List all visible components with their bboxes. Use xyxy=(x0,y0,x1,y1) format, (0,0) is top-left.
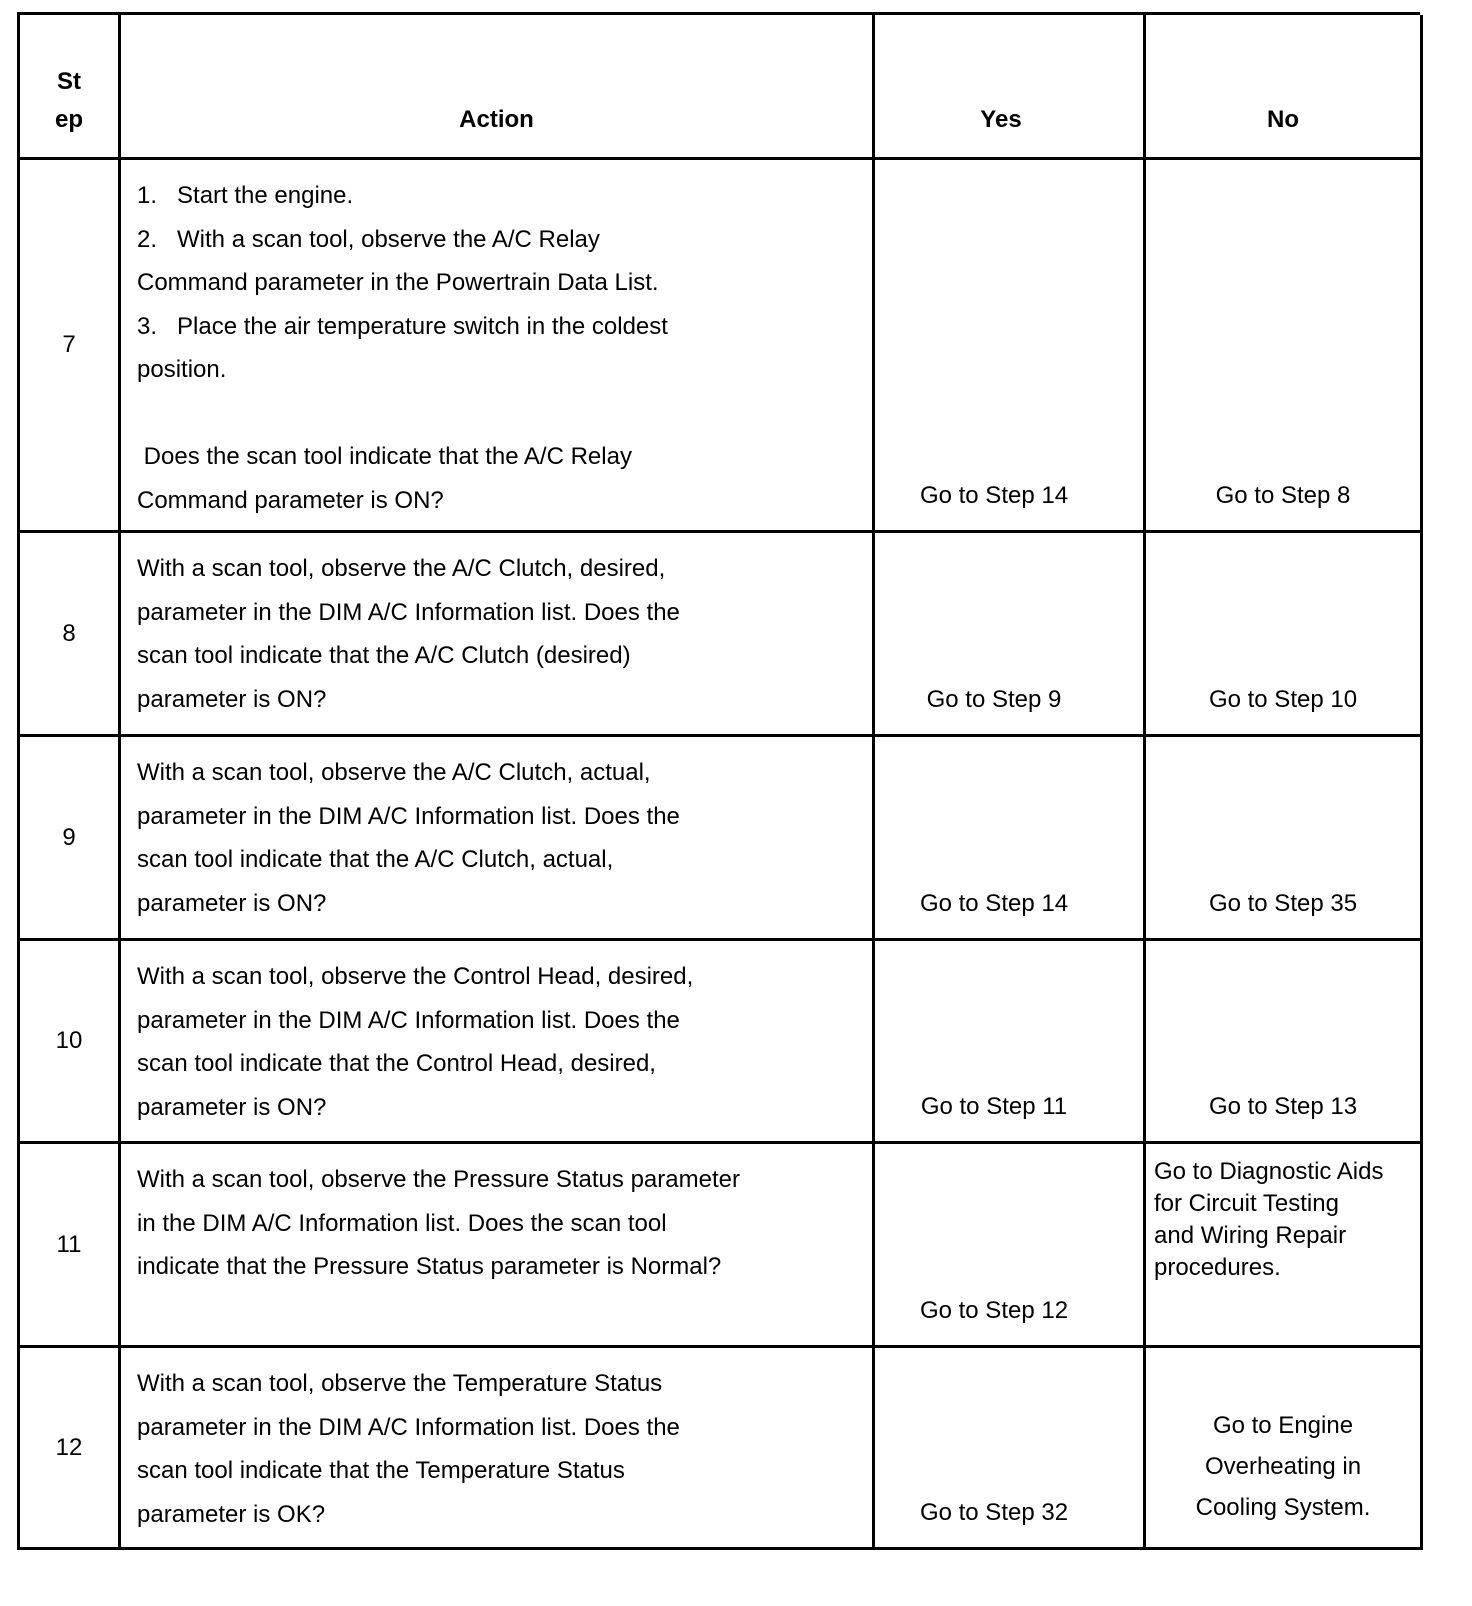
yes-cell xyxy=(875,1348,1146,1550)
no-result-line: Go to Step 10 xyxy=(1208,685,1358,713)
action-text-line: 3. Place the air temperature switch in the coldest xyxy=(137,312,668,340)
header-yes xyxy=(875,15,1146,160)
header-action-label: Action xyxy=(459,106,534,133)
header-no xyxy=(1146,15,1423,160)
no-result-line: Go to Step 35 xyxy=(1208,889,1358,917)
no-result-line: Overheating in xyxy=(1204,1453,1362,1480)
action-text-line: parameter is ON? xyxy=(137,1093,327,1121)
header-no-label: No xyxy=(1267,106,1299,133)
step-cell xyxy=(20,737,121,941)
action-text-line: Does the scan tool indicate that the A/C Relay xyxy=(137,443,632,470)
action-text-line: Command parameter in the Powertrain Data List. xyxy=(137,269,659,296)
no-cell xyxy=(1146,160,1423,533)
action-text-line: With a scan tool, observe the Temperature Status xyxy=(137,1370,663,1397)
step-number: 12 xyxy=(55,1433,83,1461)
action-text-line: parameter in the DIM A/C Information list. Does the xyxy=(137,802,680,830)
action-cell xyxy=(121,1348,875,1550)
no-cell xyxy=(1146,737,1423,941)
yes-result: Go to Step 11 xyxy=(920,1092,1068,1120)
no-cell xyxy=(1146,1144,1423,1348)
action-cell xyxy=(121,941,875,1144)
yes-cell xyxy=(875,533,1146,737)
action-text-line: indicate that the Pressure Status parameter is Normal? xyxy=(137,1253,722,1280)
no-cell xyxy=(1146,1348,1423,1550)
no-result-line: for Circuit Testing xyxy=(1154,1190,1339,1217)
step-number: 8 xyxy=(62,619,76,647)
header-step-line: ep xyxy=(54,106,83,133)
action-text-line: parameter in the DIM A/C Information list. Does the xyxy=(137,1413,680,1441)
action-cell xyxy=(121,533,875,737)
action-text-line: parameter is ON? xyxy=(137,685,327,713)
no-cell xyxy=(1146,941,1423,1144)
no-result-line: procedures. xyxy=(1154,1254,1281,1281)
yes-cell xyxy=(875,737,1146,941)
step-cell xyxy=(20,1144,121,1348)
no-cell xyxy=(1146,533,1423,737)
action-text-line: scan tool indicate that the Control Head, desired, xyxy=(137,1050,656,1077)
action-text-line: Command parameter is ON? xyxy=(137,486,444,514)
yes-result: Go to Step 14 xyxy=(919,889,1069,917)
step-number: 11 xyxy=(56,1230,82,1258)
no-result-line: Go to Engine xyxy=(1212,1412,1354,1439)
step-number: 9 xyxy=(62,823,76,851)
action-cell xyxy=(121,1144,875,1348)
step-cell xyxy=(20,1348,121,1550)
action-text-line: With a scan tool, observe the Pressure Status parameter xyxy=(137,1166,740,1193)
step-cell xyxy=(20,533,121,737)
diagnostic-table xyxy=(17,12,1420,1550)
action-text-line: parameter in the DIM A/C Information list. Does the xyxy=(137,1006,680,1034)
header-step xyxy=(20,15,121,160)
action-text-line xyxy=(137,392,872,436)
action-text-line: With a scan tool, observe the A/C Clutch, actual, xyxy=(137,759,651,786)
yes-result: Go to Step 12 xyxy=(919,1296,1069,1324)
step-cell xyxy=(20,941,121,1144)
header-yes-label: Yes xyxy=(980,106,1022,133)
header-action xyxy=(121,15,875,160)
action-text-line: 2. With a scan tool, observe the A/C Relay xyxy=(137,225,600,253)
yes-cell xyxy=(875,941,1146,1144)
no-result-line: Go to Step 13 xyxy=(1208,1092,1358,1120)
action-text-line: With a scan tool, observe the Control Head, desired, xyxy=(137,963,694,990)
no-result-line: Go to Step 8 xyxy=(1215,481,1351,509)
yes-cell xyxy=(875,160,1146,533)
no-result-line: and Wiring Repair xyxy=(1154,1222,1347,1249)
step-cell xyxy=(20,160,121,533)
no-result-line: Go to Diagnostic Aids xyxy=(1154,1158,1384,1185)
action-cell xyxy=(121,160,875,533)
yes-cell xyxy=(875,1144,1146,1348)
step-number: 10 xyxy=(55,1027,83,1054)
step-number: 7 xyxy=(62,331,76,358)
action-text-line: in the DIM A/C Information list. Does the scan tool xyxy=(137,1209,667,1237)
action-text-line: scan tool indicate that the Temperature Status xyxy=(137,1457,625,1484)
action-text-line: parameter in the DIM A/C Information list. Does the xyxy=(137,598,680,626)
action-text-line: 1. Start the engine. xyxy=(137,182,354,209)
action-text-line: parameter is OK? xyxy=(137,1500,326,1528)
no-result-line: Cooling System. xyxy=(1195,1494,1371,1521)
yes-result: Go to Step 32 xyxy=(919,1498,1069,1526)
action-text-line: With a scan tool, observe the A/C Clutch, desired, xyxy=(137,555,666,582)
action-text-line: position. xyxy=(137,356,227,383)
action-cell xyxy=(121,737,875,941)
yes-result: Go to Step 9 xyxy=(926,685,1062,713)
action-text-line: scan tool indicate that the A/C Clutch (desired) xyxy=(137,642,631,669)
action-text-line: scan tool indicate that the A/C Clutch, actual, xyxy=(137,846,614,873)
header-step-line: St xyxy=(57,68,81,95)
yes-result: Go to Step 14 xyxy=(919,481,1069,509)
action-text-line: parameter is ON? xyxy=(137,889,327,917)
